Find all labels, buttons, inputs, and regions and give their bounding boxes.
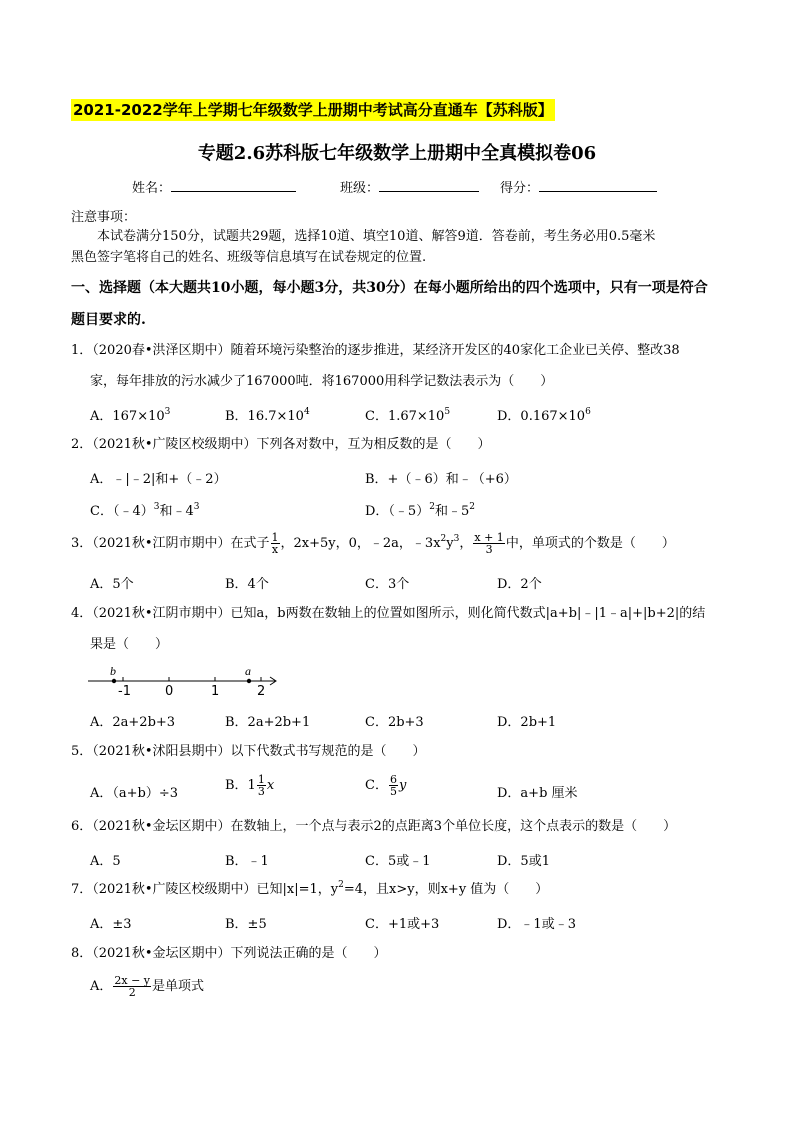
q1-option-d: D．$0.167\times 10^6$ [497,407,591,424]
fraction: $\frac{1}{x}$ [271,531,279,556]
score-label: 得分： [500,181,540,196]
section-heading-line-1: 一、选择题（本大题共10小题，每小题3分，共30分）在每小题所给出的四个选项中，只有一项是符合 [71,280,708,296]
q1-stem-line-2: 家，每年排放的污水减少了167000吨．将167000用科学记数法表示为（ ） [90,374,554,389]
q5-option-b: B．1 $\frac{1}{3}$ x [225,773,275,798]
notice-line-1: 本试卷满分150分，试题共29题，选择10道、填空10道、解答9道．答卷前，考生务必用0.5毫米 [97,229,656,244]
q6-option-c: C．5或﹣1 [365,854,431,869]
q7-option-a: A．±3 [90,917,132,932]
q8-stem: 8．（2021秋•金坛区期中）下列说法正确的是（ ） [71,946,387,961]
q2-stem: 2．（2021秋•广陵区校级期中）下列各对数中，互为相反数的是（ ） [71,437,491,452]
fraction: $\frac{x + 1}{3}$ [474,531,504,556]
q7-option-d: D．﹣1或﹣3 [497,917,576,932]
score-field [500,177,657,196]
q4-option-b: B．2a+2b+1 [225,715,311,730]
name-blank [171,179,296,192]
q4-option-d: D．2b+1 [497,715,557,730]
notice-heading: 注意事项： [71,210,137,225]
q5-option-c: C． $\frac{6}{5}$ y [365,773,407,798]
q7-option-b: B．±5 [225,917,267,932]
point-b-label: b [110,664,116,678]
q6-option-b: B．﹣1 [225,854,269,869]
q4-option-a: A．2a+2b+3 [90,715,176,730]
class-field [340,177,479,196]
name-label: 姓名： [132,181,172,196]
q2-option-c: C．（﹣4）$^3$和$﹣4^3$ [90,502,200,519]
q5-stem: 5．（2021秋•沭阳县期中）以下代数式书写规范的是（ ） [71,744,426,759]
q4-option-c: C．2b+3 [365,715,424,730]
q6-option-a: A．5 [90,854,121,869]
q5-option-d: D．a+b 厘米 [497,786,578,801]
q7-stem: 7．（2021秋•广陵区校级期中）已知|x|=1，$y^2=4$，且x>y，则x+y 值为（ ） [71,880,549,897]
class-label: 班级： [340,181,380,196]
q8-option-a: A． $\frac{2x - y}{2}$ 是单项式 [90,974,205,999]
q7-option-c: C．+1或+3 [365,917,440,932]
section-heading-line-2: 题目要求的. [71,312,146,328]
q3-option-b: B．4个 [225,577,269,592]
q1-stem-line-1: 1．（2020春•洪泽区期中）随着环境污染整治的逐步推进，某经济开发区的40家化工企业已关停、整改38 [71,343,680,358]
q6-stem: 6．（2021秋•金坛区期中）在数轴上，一个点与表示2的点距离3个单位长度，这个点表示的数是（ ） [71,819,677,834]
tick-label-1: 1 [211,684,220,698]
point-a-label: a [245,664,251,678]
notice-line-2: 黑色签字笔将自己的姓名、班级等信息填写在试卷规定的位置. [71,250,427,265]
name-field [132,177,296,196]
q1-option-b: B．$16.7\times 10^4$ [225,407,310,424]
q1-option-c: C．$1.67\times 10^5$ [365,407,451,424]
q1-option-a: A．$167\times 10^3$ [90,407,171,424]
page-title: 专题2.6苏科版七年级数学上册期中全真模拟卷06 [197,143,597,164]
fraction: $\frac{2x - y}{2}$ [114,974,151,999]
q2-option-a: A．﹣|﹣2|和+（﹣2） [90,472,227,487]
q3-option-d: D．2个 [497,577,542,592]
q3-option-c: C．3个 [365,577,410,592]
q3-option-a: A．5个 [90,577,134,592]
fraction: $\frac{6}{5}$ [389,773,397,798]
tick-label-minus-1: -1 [118,684,131,698]
q3-stem: 3．（2021秋•江阴市期中）在式子 $\frac{1}{x}$ ，2x+5y，0，﹣2a，$﹣3x^2y^3$， $\frac{x + 1}{3}$ 中，单项式的个数是（ ） [71,531,675,556]
header-banner: 2021-2022学年上学期七年级数学上册期中考试高分直通车【苏科版】 [73,101,553,119]
class-blank [379,179,479,192]
tick-label-0: 0 [165,684,174,698]
tick-label-2: 2 [257,684,266,698]
q5-option-a: A．（a+b）÷3 [90,786,179,801]
q2-option-b: B．+（﹣6）和﹣（+6） [365,472,517,487]
number-line-diagram [85,662,285,698]
q2-option-d: D．（﹣5）$^2$和$﹣5^2$ [365,502,475,519]
point-b [112,679,116,683]
fraction: $\frac{1}{3}$ [257,773,265,798]
q4-stem-line-2: 果是（ ） [90,637,169,652]
point-a [247,679,251,683]
q6-option-d: D．5或1 [497,854,550,869]
q4-stem-line-1: 4．（2021秋•江阴市期中）已知a，b两数在数轴上的位置如图所示，则化简代数式|a+b|﹣|1﹣a|+|b+2|的结 [71,606,706,621]
score-blank [539,179,657,192]
